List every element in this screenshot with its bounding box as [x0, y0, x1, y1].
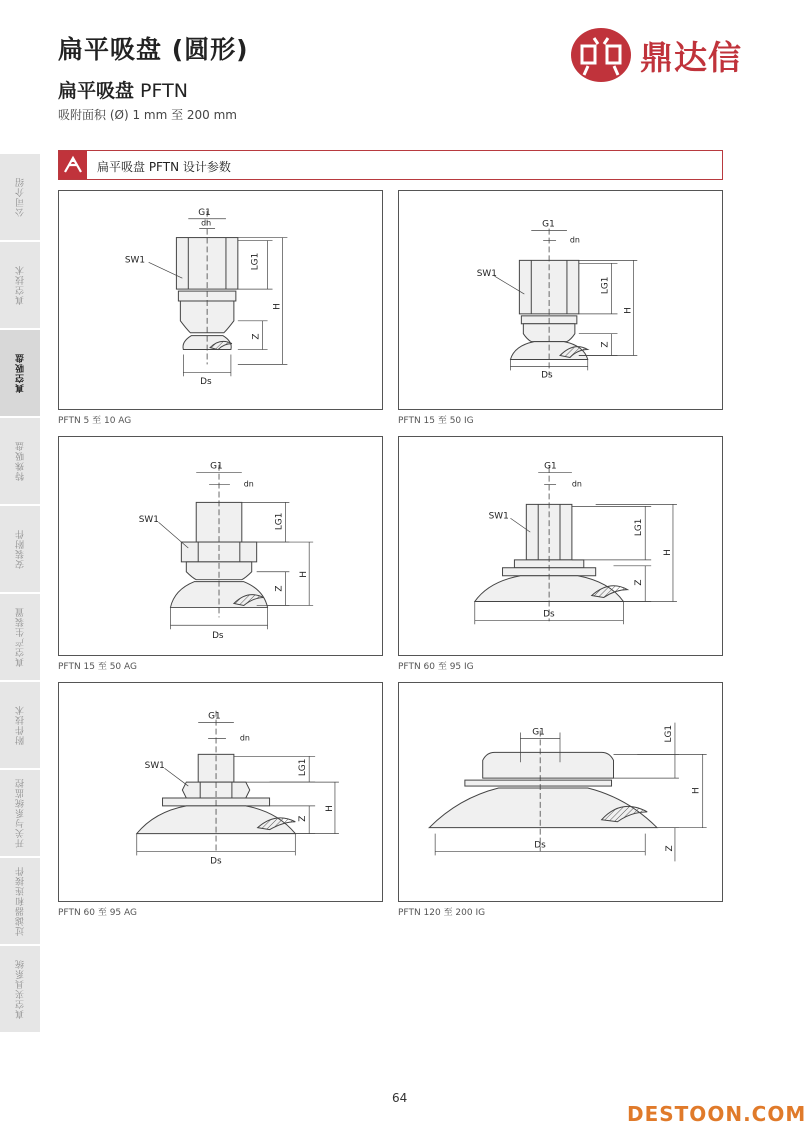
sidebar-item-suction-cups[interactable]: 真空吸盘 [0, 330, 40, 418]
suction-cup-drawing [59, 437, 382, 655]
sidebar [0, 154, 40, 1034]
page-title: 扁平吸盘 (圆形) [58, 35, 249, 64]
suction-cup-drawing [59, 683, 382, 901]
dim-label-ds: Ds [534, 840, 546, 851]
dim-label-dn: dn [201, 218, 212, 228]
suction-cup-drawing [59, 191, 382, 409]
dim-label-ds: Ds [200, 377, 212, 388]
diagram-panel [398, 190, 723, 410]
section-label: 扁平吸盘 PFTN 设计参数 [97, 160, 231, 174]
dim-label-h: H [324, 805, 335, 812]
sidebar-item-mounting[interactable]: 安装附件 [0, 506, 40, 594]
dim-label-g1: G1 [532, 727, 545, 738]
dim-label-h: H [662, 549, 673, 556]
dim-label-ds: Ds [212, 631, 224, 642]
dim-label-sw1: SW1 [124, 255, 146, 266]
dim-label-z: Z [600, 341, 611, 348]
dim-label-dn: dn [571, 479, 582, 489]
dim-label-lg1: LG1 [634, 518, 645, 537]
dim-label-lg1: LG1 [274, 512, 285, 531]
watermark-logo: DESTOON.COM [627, 1102, 806, 1126]
diagram-panel [398, 682, 723, 902]
dim-label-h: H [691, 787, 702, 794]
dim-label-dn: dn [569, 235, 580, 245]
dim-label-h: H [272, 303, 283, 310]
diagram-caption: PFTN 15 至 50 IG [398, 416, 474, 426]
diagram-caption: PFTN 60 至 95 AG [58, 908, 137, 918]
diagram-panel [58, 190, 383, 410]
dim-label-dn: dn [239, 733, 250, 743]
suction-cup-drawing [399, 683, 722, 901]
diagram-panel [58, 436, 383, 656]
dim-label-ds: Ds [541, 370, 553, 381]
dim-label-g1: G1 [542, 219, 555, 230]
dim-label-g1: G1 [198, 207, 211, 218]
page-number: 64 [392, 1091, 408, 1105]
dim-label-sw1: SW1 [144, 761, 165, 772]
diagram-caption: PFTN 5 至 10 AG [58, 416, 132, 426]
dim-label-lg1: LG1 [663, 724, 674, 743]
brand-name: 鼎达信 [640, 38, 742, 77]
sidebar-item-filters[interactable]: 过滤器和连接件 [0, 858, 40, 946]
dim-label-sw1: SW1 [138, 515, 159, 526]
caliper-icon [59, 151, 87, 179]
page-subtitle [58, 76, 188, 103]
dim-label-ds: Ds [210, 856, 222, 867]
sidebar-item-vacuum-tech[interactable]: 真空技术 [0, 242, 40, 330]
sidebar-item-accessories[interactable]: 附件技术 [0, 682, 40, 770]
dim-label-lg1: LG1 [600, 276, 611, 295]
dim-label-g1: G1 [208, 711, 221, 722]
dim-label-z: Z [274, 585, 285, 592]
sidebar-item-switches[interactable]: 开关与系统监控 [0, 770, 40, 858]
subtitle-model: PFTN [134, 80, 188, 102]
dim-label-dn: dn [243, 479, 254, 489]
dim-label-z: Z [298, 815, 309, 822]
diagram-panel [398, 436, 723, 656]
dim-label-sw1: SW1 [476, 269, 497, 280]
dim-label-z: Z [664, 845, 675, 852]
dim-label-z: Z [634, 579, 645, 586]
sidebar-item-company[interactable]: 公司介绍 [0, 154, 40, 242]
diagram-caption: PFTN 15 至 50 AG [58, 662, 137, 672]
sidebar-item-generators[interactable]: 真空产生装置 [0, 594, 40, 682]
suction-cup-drawing [399, 437, 722, 655]
dim-label-g1: G1 [210, 461, 223, 472]
dim-label-ds: Ds [543, 609, 555, 620]
dim-label-sw1: SW1 [488, 511, 509, 522]
suction-cup-drawing [399, 191, 722, 409]
dim-label-lg1: LG1 [298, 758, 309, 777]
diagram-caption: PFTN 120 至 200 IG [398, 908, 486, 918]
diagram-panel [58, 682, 383, 902]
subtitle-bold: 扁平吸盘 [58, 80, 135, 102]
section-header [58, 150, 723, 180]
sidebar-item-special-cups[interactable]: 特殊吸盘 [0, 418, 40, 506]
dim-label-h: H [299, 571, 310, 578]
dim-label-h: H [623, 307, 634, 314]
sidebar-item-gripper-systems[interactable]: 真空夹具系统 [0, 946, 40, 1034]
diagram-caption: PFTN 60 至 95 IG [398, 662, 474, 672]
dim-label-lg1: LG1 [250, 252, 261, 271]
dim-label-z: Z [251, 333, 262, 340]
dim-label-g1: G1 [544, 461, 557, 472]
page-description: 吸附面积 (Ø) 1 mm 至 200 mm [58, 108, 237, 122]
